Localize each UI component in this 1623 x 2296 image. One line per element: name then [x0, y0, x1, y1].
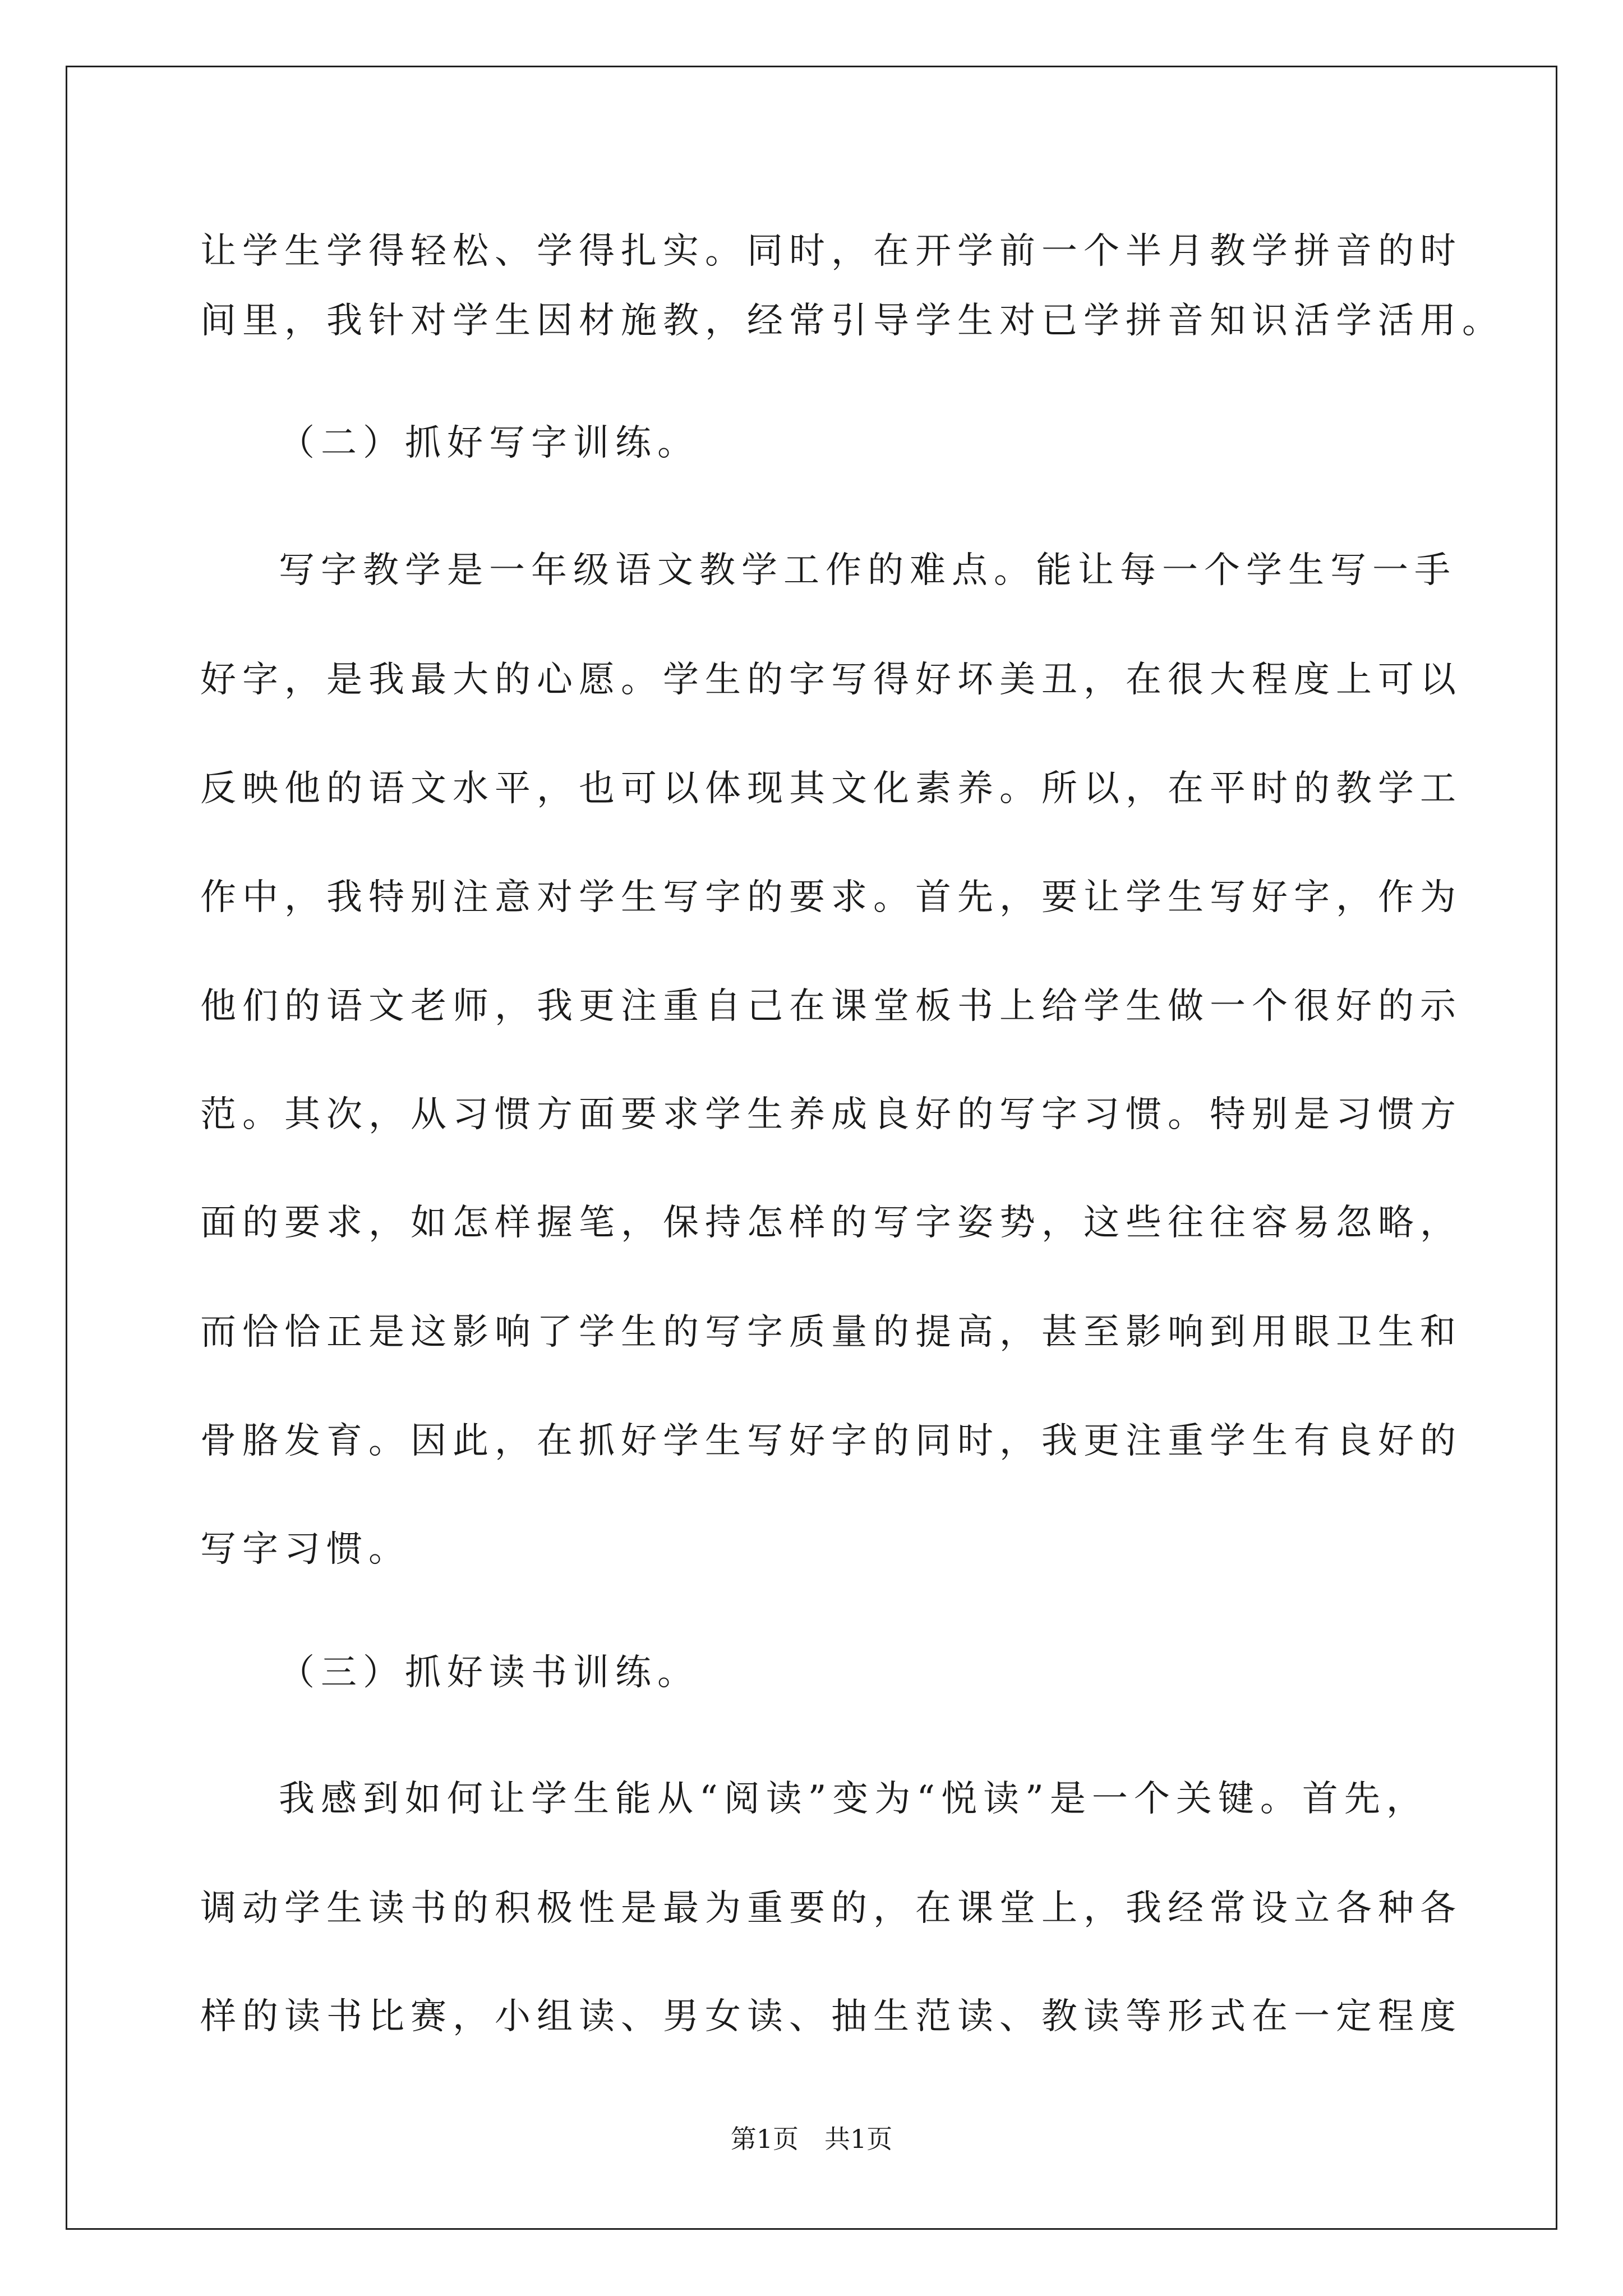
- text-line: 样的读书比赛，小组读、男女读、抽生范读、教读等形式在一定程度: [200, 1996, 1462, 2037]
- text-line: 间里，我针对学生因材施教，经常引导学生对已学拼音知识活学活用。: [200, 300, 1504, 342]
- text-line: 骨胳发育。因此，在抓好学生写好字的同时，我更注重学生有良好的: [200, 1420, 1462, 1462]
- text-line: 面的要求，如怎样握笔，保持怎样的写字姿势，这些往往容易忽略，: [200, 1202, 1462, 1244]
- text-line: 好字，是我最大的心愿。学生的字写得好坏美丑，在很大程度上可以: [200, 659, 1462, 701]
- section-heading: （二）抓好写字训练。: [279, 422, 699, 464]
- text-line: 作中，我特别注意对学生写字的要求。首先，要让学生写好字，作为: [200, 877, 1462, 918]
- text-line: 写字习惯。: [200, 1529, 411, 1570]
- page-number-footer: 第1页 共1页: [730, 2124, 893, 2154]
- text-line: 让学生学得轻松、学得扎实。同时，在开学前一个半月教学拼音的时: [200, 231, 1462, 272]
- text-line: 而恰恰正是这影响了学生的写字质量的提高，甚至影响到用眼卫生和: [200, 1312, 1462, 1353]
- section-heading: （三）抓好读书训练。: [279, 1652, 699, 1694]
- text-line: 范。其次，从习惯方面要求学生养成良好的写字习惯。特别是习惯方: [200, 1094, 1462, 1135]
- text-line: 调动学生读书的积极性是最为重要的，在课堂上，我经常设立各种各: [200, 1888, 1462, 1929]
- text-line: 我感到如何让学生能从“阅读”变为“悦读”是一个关键。首先，: [279, 1778, 1428, 1820]
- text-line: 反映他的语文水平，也可以体现其文化素养。所以，在平时的教学工: [200, 768, 1462, 809]
- text-line: 他们的语文老师，我更注重自己在课堂板书上给学生做一个很好的示: [200, 986, 1462, 1027]
- text-line: 写字教学是一年级语文教学工作的难点。能让每一个学生写一手: [279, 550, 1456, 591]
